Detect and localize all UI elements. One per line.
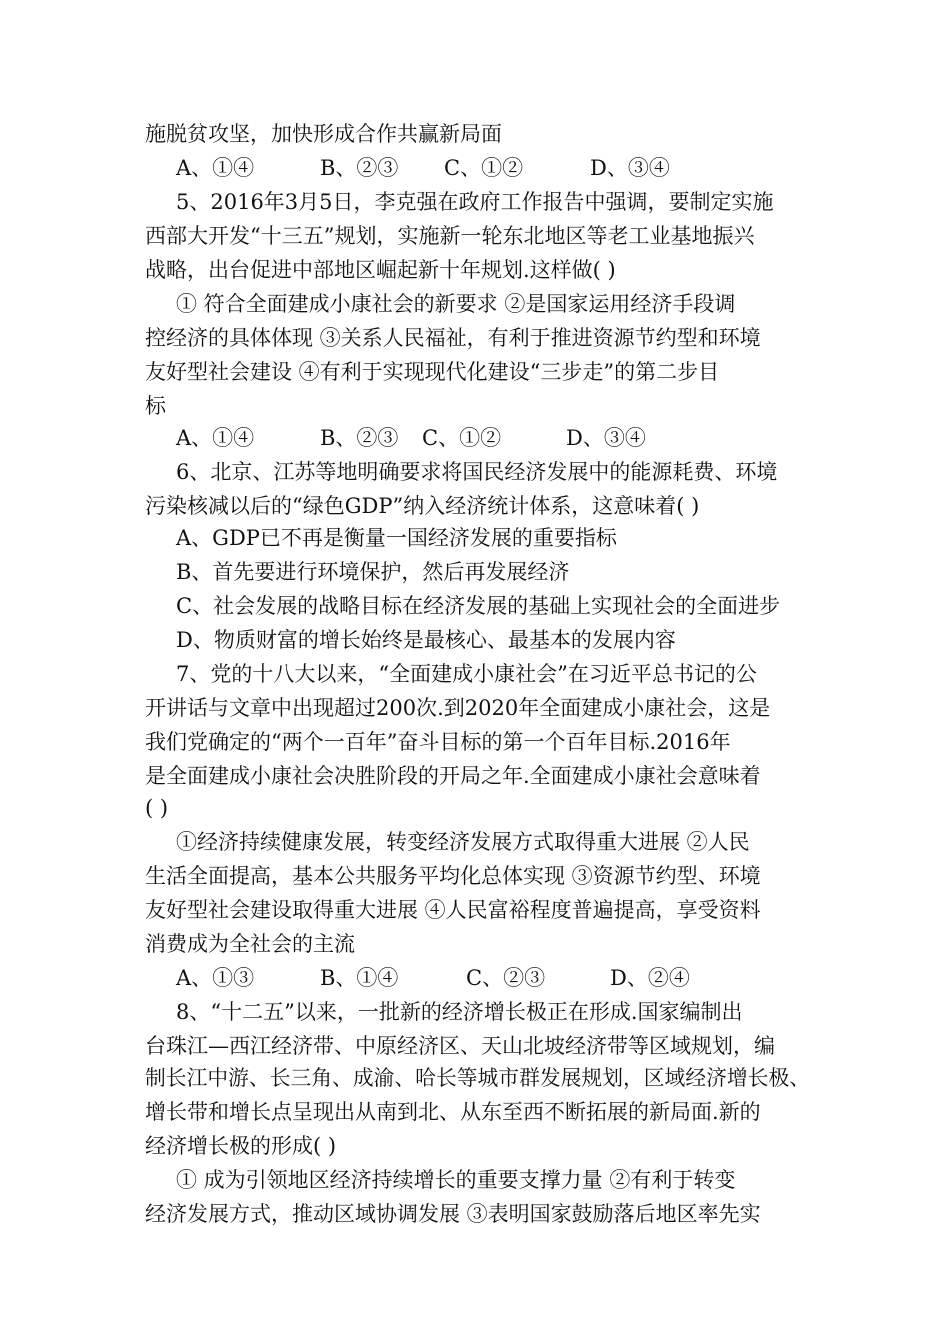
text-line: 标 <box>145 394 166 418</box>
option-d: D、③④ <box>590 156 670 180</box>
option-b: B、①④ <box>320 966 399 990</box>
option-c: C、①② <box>422 426 502 450</box>
option-d-line: D、物质财富的增长始终是最核心、最基本的发展内容 <box>176 628 676 652</box>
text-line: 消费成为全社会的主流 <box>145 932 355 956</box>
text-line: 增长带和增长点呈现出从南到北、从东至西不断拓展的新局面.新的 <box>145 1100 761 1124</box>
text-line: 战略，出台促进中部地区崛起新十年规划.这样做( ) <box>145 258 616 282</box>
text-line: 经济发展方式，推动区域协调发展 ③表明国家鼓励落后地区率先实 <box>145 1202 761 1226</box>
option-c: C、②③ <box>466 966 546 990</box>
option-a: A、①③ <box>176 966 255 990</box>
option-a: A、①④ <box>176 156 255 180</box>
statement-line: ①经济持续健康发展，转变经济发展方式取得重大进展 ②人民 <box>176 830 750 854</box>
question-5-line: 5、2016年3月5日，李克强在政府工作报告中强调，要制定实施 <box>176 190 774 214</box>
text-line: 污染核减以后的“绿色GDP”纳入经济统计体系，这意味着( ) <box>145 494 700 518</box>
statement-line: ① 符合全面建成小康社会的新要求 ②是国家运用经济手段调 <box>176 292 736 316</box>
answer-options-q4 <box>176 152 776 184</box>
question-6-line: 6、北京、江苏等地明确要求将国民经济发展中的能源耗费、环境 <box>176 460 778 484</box>
option-b: B、②③ <box>320 156 399 180</box>
text-line: 西部大开发“十三五”规划，实施新一轮东北地区等老工业基地振兴 <box>145 224 755 248</box>
statement-line: ① 成为引领地区经济持续增长的重要支撑力量 ②有利于转变 <box>176 1168 736 1192</box>
text-line: 友好型社会建设 ④有利于实现现代化建设“三步走”的第二步目 <box>145 360 720 384</box>
text-line: 开讲话与文章中出现超过200次.到2020年全面建成小康社会，这是 <box>145 696 771 720</box>
text-line: 控经济的具体体现 ③关系人民福祉，有利于推进资源节约型和环境 <box>145 326 761 350</box>
option-c: C、①② <box>444 156 524 180</box>
text-line: 生活全面提高，基本公共服务平均化总体实现 ③资源节约型、环境 <box>145 864 761 888</box>
option-b-line: B、首先要进行环境保护，然后再发展经济 <box>176 560 570 584</box>
answer-options-q7 <box>176 962 776 994</box>
text-line: 友好型社会建设取得重大进展 ④人民富裕程度普遍提高，享受资料 <box>145 898 761 922</box>
text-line: 制长江中游、长三角、成渝、哈长等城市群发展规划，区域经济增长极、 <box>145 1066 811 1090</box>
text-line: 台珠江—西江经济带、中原经济区、天山北坡经济带等区域规划，编 <box>145 1034 775 1058</box>
answer-options-q5 <box>176 422 776 454</box>
text-line: 经济增长极的形成( ) <box>145 1134 337 1158</box>
option-a: A、①④ <box>176 426 255 450</box>
option-d: D、②④ <box>610 966 690 990</box>
option-c-line: C、社会发展的战略目标在经济发展的基础上实现社会的全面进步 <box>176 594 781 618</box>
text-line: 施脱贫攻坚，加快形成合作共赢新局面 <box>145 122 502 146</box>
option-d: D、③④ <box>566 426 646 450</box>
option-b: B、②③ <box>320 426 399 450</box>
text-line: 是全面建成小康社会决胜阶段的开局之年.全面建成小康社会意味着 <box>145 764 761 788</box>
question-8-line: 8、“十二五”以来，一批新的经济增长极正在形成.国家编制出 <box>176 1000 743 1024</box>
answer-blank: ( ) <box>145 796 169 820</box>
question-7-line: 7、党的十八大以来，“全面建成小康社会”在习近平总书记的公 <box>176 662 757 686</box>
option-a-line: A、GDP已不再是衡量一国经济发展的重要指标 <box>176 526 617 550</box>
text-line: 我们党确定的“两个一百年”奋斗目标的第一个百年目标.2016年 <box>145 730 731 754</box>
